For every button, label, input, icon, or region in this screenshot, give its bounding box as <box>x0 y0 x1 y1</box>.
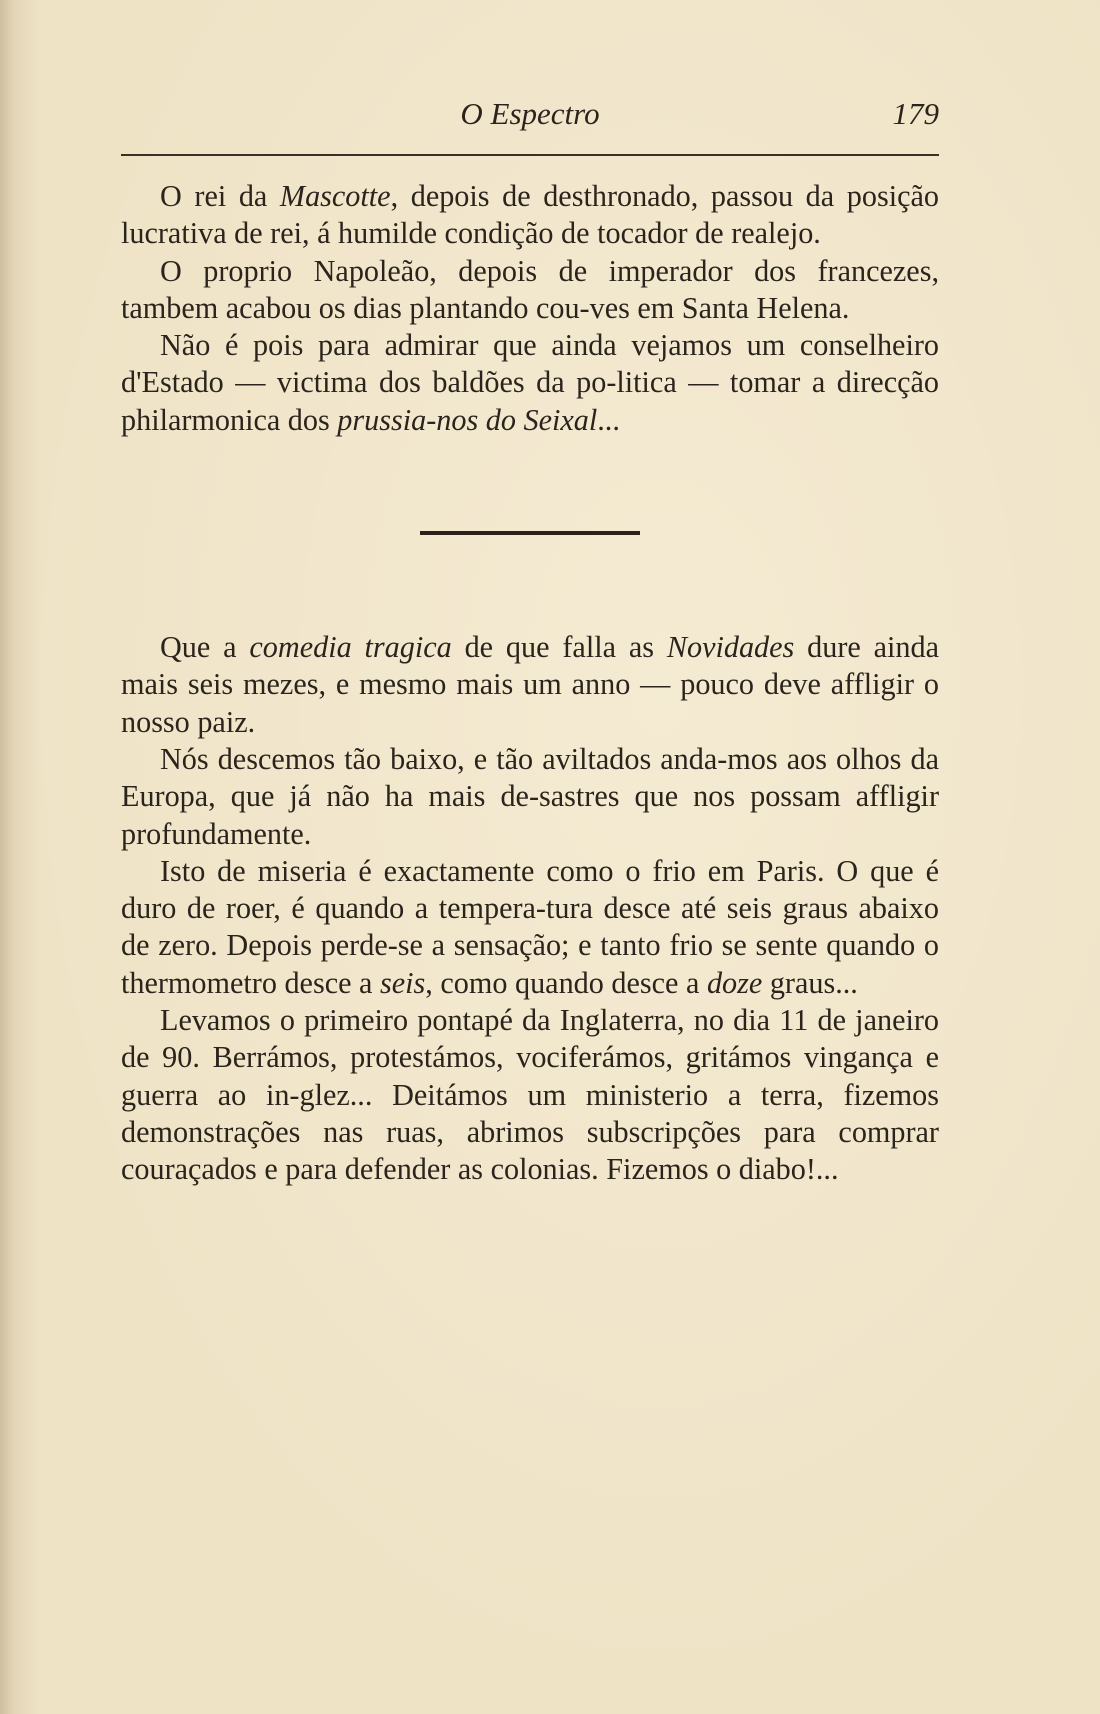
italic-run: Mascotte <box>279 179 391 213</box>
section-divider <box>420 531 640 535</box>
text-run: de que falla as <box>451 630 667 665</box>
paragraph-descemos: Nós descemos tão baixo, e tão aviltados anda-mos aos olhos da Europa, que já não ha mais de-sastres que nos possam affligir profundamente. <box>121 741 939 851</box>
section-1 <box>121 178 939 439</box>
text-run: , como quando desce a <box>425 965 707 1000</box>
text-run: Isto de miseria é exactamente como o frio em Paris. O que é duro de roer, é quando a tempera-tura desce até seis graus abaixo de zero. Depois perde-se a sensação; e tanto frio se sente quando o thermometro desce a <box>121 853 939 1000</box>
paragraph-comedia <box>121 629 939 741</box>
paragraph-miseria <box>121 853 939 1002</box>
text-run: , depois de desthronado, passou da posição lucrativa de rei, á humilde condição de tocador de realejo. <box>121 179 939 251</box>
text-run: dure ainda mais seis mezes, e mesmo mais um anno — pouco deve affligir o nosso paiz. <box>121 630 940 739</box>
running-head <box>121 96 939 146</box>
italic-run: Novidades <box>666 630 795 665</box>
paragraph-mascotte <box>121 178 939 253</box>
section-2 <box>121 629 939 1188</box>
text-run: Não é pois para admirar que ainda vejamos um conselheiro d'Estado — victima dos baldões da po-litica — tomar a direcção philarmonica dos <box>121 328 939 437</box>
italic-run: comedia tragica <box>249 630 452 665</box>
page-number: 179 <box>892 96 939 131</box>
text-run: O rei da <box>160 179 280 213</box>
italic-run: doze <box>706 965 763 1000</box>
paragraph-inglaterra: Levamos o primeiro pontapé da Inglaterra, no dia 11 de janeiro de 90. Berrámos, protestámos, vociferámos, gritámos vingança e guerra ao in-glez... Deitámos um ministerio a terra, fizemos demonstrações nas ruas, abrimos subscripções para comprar couraçados e para defender as colonias. Fizemos o diabo!... <box>121 1003 939 1187</box>
book-page <box>121 96 939 1189</box>
paragraph-conselheiro <box>121 327 939 439</box>
paragraph-napoleao: O proprio Napoleão, depois de imperador dos francezes, tambem acabou os dias plantando cou-ves em Santa Helena. <box>121 253 939 325</box>
italic-run: seis <box>380 965 426 1000</box>
header-rule <box>121 154 939 156</box>
text-run: Que a <box>160 630 250 665</box>
text-run: ... <box>597 402 620 437</box>
running-title: O Espectro <box>460 96 600 131</box>
italic-run: prussia-nos do Seixal <box>337 402 598 437</box>
text-run: graus... <box>762 965 858 1000</box>
